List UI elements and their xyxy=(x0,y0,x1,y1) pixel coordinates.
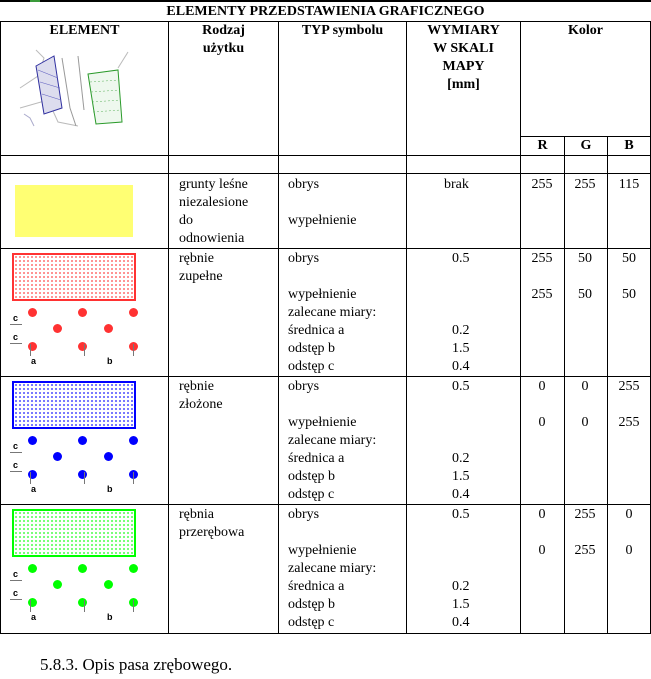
hatch-rectangle xyxy=(12,253,136,301)
typ-text: zalecane miary: xyxy=(288,561,377,576)
b-value: 0 xyxy=(625,507,633,522)
rodzaj-text: odnowienia xyxy=(179,231,245,246)
legend-letter-b: b xyxy=(107,356,113,366)
typ-text: średnica a xyxy=(288,323,345,338)
fill-swatch-yellow xyxy=(15,185,133,237)
r-value: 0 xyxy=(538,543,546,558)
wymiar-value: 0.2 xyxy=(452,323,470,338)
pattern-dot xyxy=(104,580,113,589)
header-typ: TYP symbolu xyxy=(301,23,384,38)
wymiar-value: 0.4 xyxy=(452,615,470,630)
r-value: 0 xyxy=(538,415,546,430)
pattern-dot xyxy=(28,436,37,445)
section-heading: 5.8.3. Opis pasa zrębowego. xyxy=(40,655,233,674)
rodzaj-text: rębnia xyxy=(179,507,214,522)
header-rodzaj-2: użytku xyxy=(202,41,245,56)
b-value: 50 xyxy=(622,287,636,302)
dimension-tick xyxy=(30,344,31,356)
pattern-dot xyxy=(78,470,87,479)
header-element: ELEMENT xyxy=(49,23,120,38)
header-wymiary-3: MAPY xyxy=(442,59,485,74)
header-rodzaj-1: Rodzaj xyxy=(202,23,245,38)
legend-letter-c: c xyxy=(13,460,19,470)
g-value: 50 xyxy=(578,251,592,266)
wymiar-value: 1.5 xyxy=(452,341,470,356)
wymiar-value: 0.2 xyxy=(452,579,470,594)
pattern-dot xyxy=(129,308,138,317)
rule xyxy=(168,21,169,634)
header-wymiary-1: WYMIARY xyxy=(427,23,500,38)
pattern-dot xyxy=(53,324,62,333)
wymiar-value: 0.5 xyxy=(452,379,470,394)
legend-letter-c: c xyxy=(13,332,19,342)
pattern-dot xyxy=(53,452,62,461)
dimension-tick xyxy=(133,600,134,612)
pattern-dot xyxy=(78,436,87,445)
r-value: 255 xyxy=(531,177,553,192)
dimension-tick xyxy=(84,600,85,612)
header-r: R xyxy=(537,138,548,153)
dimension-tick xyxy=(10,599,22,600)
typ-text: odstęp b xyxy=(288,341,336,356)
pattern-dot xyxy=(104,452,113,461)
typ-text: obrys xyxy=(288,177,320,192)
wymiar-value: brak xyxy=(444,177,469,192)
header-wymiary-2: W SKALI xyxy=(433,41,494,56)
typ-text: obrys xyxy=(288,379,320,394)
g-value: 255 xyxy=(574,543,596,558)
dimension-tick xyxy=(84,344,85,356)
header-wymiary-4: [mm] xyxy=(447,77,480,92)
dimension-tick xyxy=(10,580,22,581)
dimension-tick xyxy=(10,452,22,453)
pattern-dot xyxy=(78,564,87,573)
b-value: 255 xyxy=(618,379,640,394)
rule xyxy=(0,21,1,634)
dimension-tick xyxy=(10,343,22,344)
legend-letter-c: c xyxy=(13,588,19,598)
wymiar-value: 0.4 xyxy=(452,359,470,374)
typ-text: wypełnienie xyxy=(288,287,357,302)
dimension-tick xyxy=(133,472,134,484)
r-value: 255 xyxy=(531,287,553,302)
typ-text: odstęp b xyxy=(288,469,336,484)
header-kolor: Kolor xyxy=(568,23,603,38)
rodzaj-text: przerębowa xyxy=(179,525,245,540)
typ-text: odstęp c xyxy=(288,487,335,502)
rule xyxy=(0,248,651,249)
dimension-tick xyxy=(30,600,31,612)
r-value: 255 xyxy=(531,251,553,266)
legend-letter-c: c xyxy=(13,441,19,451)
header-b: B xyxy=(624,138,634,153)
typ-text: średnica a xyxy=(288,579,345,594)
wymiar-value: 0.4 xyxy=(452,487,470,502)
pattern-dot xyxy=(78,598,87,607)
g-value: 255 xyxy=(574,507,596,522)
g-value: 0 xyxy=(581,379,589,394)
hatch-rectangle xyxy=(12,509,136,557)
rodzaj-text: rębnie xyxy=(179,251,214,266)
rodzaj-text: rębnie xyxy=(179,379,214,394)
rodzaj-text: złożone xyxy=(179,397,223,412)
rule xyxy=(520,21,521,634)
typ-text: wypełnienie xyxy=(288,213,357,228)
rodzaj-text: grunty leśne xyxy=(179,177,248,192)
typ-text: obrys xyxy=(288,251,320,266)
typ-text: odstęp b xyxy=(288,597,336,612)
legend-letter-b: b xyxy=(107,484,113,494)
header-g: G xyxy=(580,138,592,153)
pattern-dot xyxy=(104,324,113,333)
legend-letter-c: c xyxy=(13,313,19,323)
wymiar-value: 1.5 xyxy=(452,597,470,612)
rule xyxy=(278,21,279,634)
rodzaj-text: niezalesione xyxy=(179,195,249,210)
pattern-dot xyxy=(129,436,138,445)
rule xyxy=(0,633,651,634)
typ-text: odstęp c xyxy=(288,615,335,630)
pattern-dot xyxy=(53,580,62,589)
rule xyxy=(0,504,651,505)
b-value: 50 xyxy=(622,251,636,266)
legend-letter-a: a xyxy=(31,356,37,366)
dimension-tick xyxy=(10,471,22,472)
b-value: 255 xyxy=(618,415,640,430)
g-value: 255 xyxy=(574,177,596,192)
rule xyxy=(0,376,651,377)
table-title: ELEMENTY PRZEDSTAWIENIA GRAFICZNEGO xyxy=(166,4,485,19)
typ-text: wypełnienie xyxy=(288,543,357,558)
g-value: 0 xyxy=(581,415,589,430)
wymiar-value: 1.5 xyxy=(452,469,470,484)
wymiar-value: 0.5 xyxy=(452,251,470,266)
typ-text: odstęp c xyxy=(288,359,335,374)
typ-text: wypełnienie xyxy=(288,415,357,430)
dimension-tick xyxy=(30,472,31,484)
g-value: 50 xyxy=(578,287,592,302)
dimension-tick xyxy=(133,344,134,356)
rule xyxy=(607,136,608,634)
wymiar-value: 0.2 xyxy=(452,451,470,466)
hatch-rectangle xyxy=(12,381,136,429)
wymiar-value: 0.5 xyxy=(452,507,470,522)
typ-text: obrys xyxy=(288,507,320,522)
typ-text: zalecane miary: xyxy=(288,433,377,448)
b-value: 115 xyxy=(618,177,640,192)
rodzaj-text: do xyxy=(179,213,193,228)
typ-text: średnica a xyxy=(288,451,345,466)
legend-letter-c: c xyxy=(13,569,19,579)
legend-letter-b: b xyxy=(107,612,113,622)
pattern-dot xyxy=(28,308,37,317)
legend-letter-a: a xyxy=(31,612,37,622)
legend-letter-a: a xyxy=(31,484,37,494)
rule xyxy=(0,173,651,174)
dimension-tick xyxy=(10,324,22,325)
pattern-dot xyxy=(129,564,138,573)
pattern-dot xyxy=(28,564,37,573)
typ-text: zalecane miary: xyxy=(288,305,377,320)
pattern-dot xyxy=(78,342,87,351)
rule xyxy=(406,21,407,634)
rule xyxy=(0,155,651,156)
rodzaj-text: zupełne xyxy=(179,269,223,284)
dimension-tick xyxy=(84,472,85,484)
r-value: 0 xyxy=(538,379,546,394)
r-value: 0 xyxy=(538,507,546,522)
b-value: 0 xyxy=(625,543,633,558)
map-thumbnail-icon xyxy=(18,48,130,128)
pattern-dot xyxy=(78,308,87,317)
